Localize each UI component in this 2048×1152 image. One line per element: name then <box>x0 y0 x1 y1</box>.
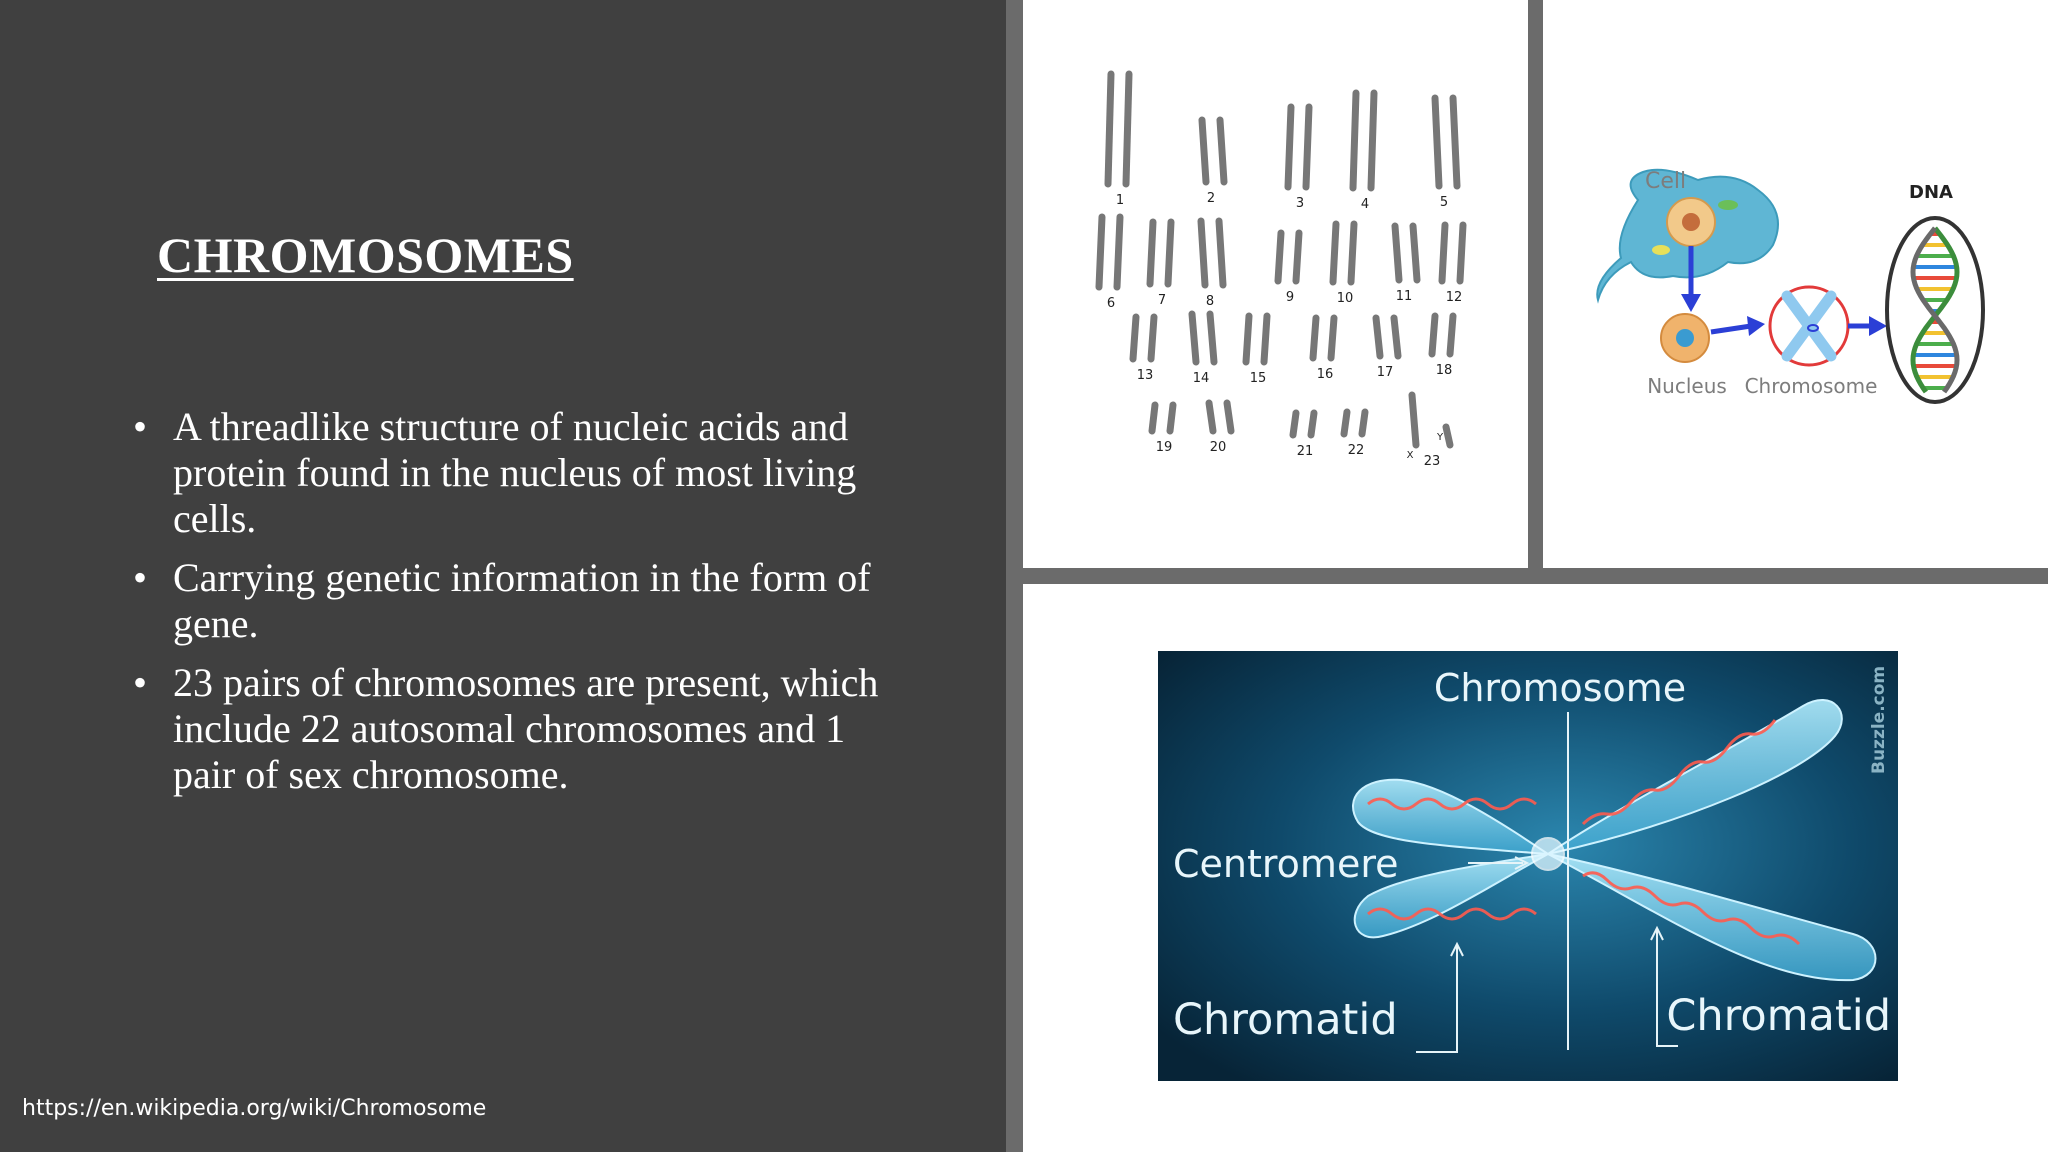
chromosome-title: Chromosome <box>1433 666 1687 710</box>
sex-chromosome-label: Y <box>1436 432 1444 443</box>
centromere-label: Centromere <box>1173 842 1399 886</box>
arrow-icon <box>1711 326 1751 332</box>
chromosome-mark <box>1394 318 1398 356</box>
chromosome-mark <box>1412 395 1416 445</box>
karyotype-number: 1 <box>1115 193 1125 208</box>
karyotype-number: 10 <box>1336 291 1354 306</box>
chromosome-mark <box>1202 120 1206 182</box>
sex-chromosome-label: X <box>1406 450 1414 461</box>
karyotype-number: 20 <box>1209 440 1227 455</box>
chromosome-mark <box>1453 98 1457 186</box>
chromatid-right-label: Chromatid <box>1666 991 1891 1041</box>
bullet-item <box>133 404 893 542</box>
karyotype-number: 21 <box>1296 444 1314 459</box>
karyotype-image <box>1023 0 1528 568</box>
chromosome-mark <box>1446 427 1450 445</box>
karyotype-number: 14 <box>1192 371 1210 386</box>
chromosome-mark <box>1450 316 1453 354</box>
chromosome-mark <box>1376 318 1380 356</box>
chromosome-mark <box>1099 217 1102 287</box>
chromosome-mark <box>1351 224 1354 282</box>
chromosome-mark <box>1209 403 1213 431</box>
buzzle-watermark: Buzzle.com <box>1869 665 1889 774</box>
bullet-list <box>133 404 893 811</box>
karyotype-number: 17 <box>1376 365 1394 380</box>
bullet-text: Carrying genetic information in the form of gene. <box>173 555 871 646</box>
karyotype-number: 2 <box>1206 191 1216 206</box>
chromosome-mark <box>1306 107 1309 187</box>
chromosome-mark <box>1288 107 1291 187</box>
chromosome-mark <box>1227 403 1231 431</box>
chromosome-mark <box>1201 221 1205 285</box>
karyotype-number: 19 <box>1155 440 1173 455</box>
bullet-item <box>133 660 893 798</box>
chromosome-mark <box>1108 74 1111 184</box>
chromosome-mark <box>1296 233 1299 281</box>
karyotype-number: 15 <box>1249 371 1267 386</box>
chromosome-mark <box>1432 316 1435 354</box>
chromosome-mark <box>1219 221 1223 285</box>
chromosome-mark <box>1333 224 1336 282</box>
chromosome-mark <box>1168 222 1171 284</box>
chromosome-label: Chromosome <box>1744 374 1878 398</box>
chromosome-mark <box>1246 316 1249 362</box>
chromosome-mark <box>1435 98 1439 186</box>
karyotype-number: 4 <box>1360 197 1370 212</box>
panel-divider <box>1528 0 1543 568</box>
chromosome-mark <box>1331 318 1334 358</box>
bullet-marker: • <box>133 660 148 705</box>
chromosome-mark <box>1344 412 1347 434</box>
chromosome-mark <box>1220 120 1224 182</box>
dna-label: DNA <box>1909 182 1953 203</box>
chromosome-structure-figure <box>1023 584 2048 1152</box>
slide-title: CHROMOSOMES <box>157 227 574 283</box>
chromatid-left-label: Chromatid <box>1173 995 1398 1045</box>
karyotype-number: 6 <box>1106 296 1116 311</box>
chromosome-mark <box>1293 413 1296 435</box>
nucleus-label: Nucleus <box>1647 374 1727 398</box>
text-panel <box>0 0 1006 1152</box>
karyotype-number: 18 <box>1435 363 1453 378</box>
chromosome-mark <box>1371 93 1374 188</box>
chromosome-mark <box>1264 316 1267 362</box>
source-link[interactable]: https://en.wikipedia.org/wiki/Chromosome <box>22 1096 487 1121</box>
bullet-text: A threadlike structure of nucleic acids and protein found in the nucleus of most living cells. <box>173 404 857 541</box>
cell-to-dna-image <box>1543 0 2048 568</box>
panel-divider <box>1006 0 1023 1152</box>
chromosome-mark <box>1152 405 1155 431</box>
cell-to-dna-figure <box>1543 0 2048 568</box>
cell-label: Cell <box>1645 169 1687 194</box>
karyotype-number: 9 <box>1285 290 1295 305</box>
karyotype-number: 11 <box>1395 289 1413 304</box>
karyotype-number: 23 <box>1423 454 1441 469</box>
bullet-text: 23 pairs of chromosomes are present, which include 22 autosomal chromosomes and 1 pair of sex chromosome. <box>173 660 879 797</box>
chromosome-mark <box>1210 314 1214 362</box>
chromosome-mark <box>1442 225 1445 281</box>
karyotype-number: 3 <box>1295 196 1305 211</box>
bullet-item <box>133 555 893 647</box>
karyotype-number: 22 <box>1347 443 1365 458</box>
bullet-marker: • <box>133 404 148 449</box>
chromosome-mark <box>1413 226 1417 280</box>
chromosome-mark <box>1313 318 1316 358</box>
karyotype-figure <box>1023 0 1528 568</box>
chromosome-mark <box>1353 93 1356 188</box>
centromere-shape <box>1532 838 1564 870</box>
chromosome-mark <box>1278 233 1281 281</box>
karyotype-number: 8 <box>1205 294 1215 309</box>
chromosome-structure-image <box>1023 584 2048 1152</box>
chromosome-mark <box>1311 413 1314 435</box>
chromosome-mark <box>1395 226 1399 280</box>
karyotype-number: 16 <box>1316 367 1334 382</box>
chromosome-mark <box>1460 225 1463 281</box>
karyotype-number: 5 <box>1439 195 1449 210</box>
karyotype-number: 7 <box>1157 293 1167 308</box>
chromosome-mark <box>1362 412 1365 434</box>
chromosome-mark <box>1133 317 1136 359</box>
chromosome-mark <box>1192 314 1196 362</box>
chromosome-mark <box>1151 317 1154 359</box>
bullet-marker: • <box>133 555 148 600</box>
chromosome-mark <box>1126 74 1129 184</box>
chromosome-mark <box>1117 217 1120 287</box>
karyotype-number: 13 <box>1136 368 1154 383</box>
chromosome-mark <box>1170 405 1173 431</box>
panel-divider <box>1023 568 2048 584</box>
chromosome-mark <box>1150 222 1153 284</box>
karyotype-number: 12 <box>1445 290 1463 305</box>
